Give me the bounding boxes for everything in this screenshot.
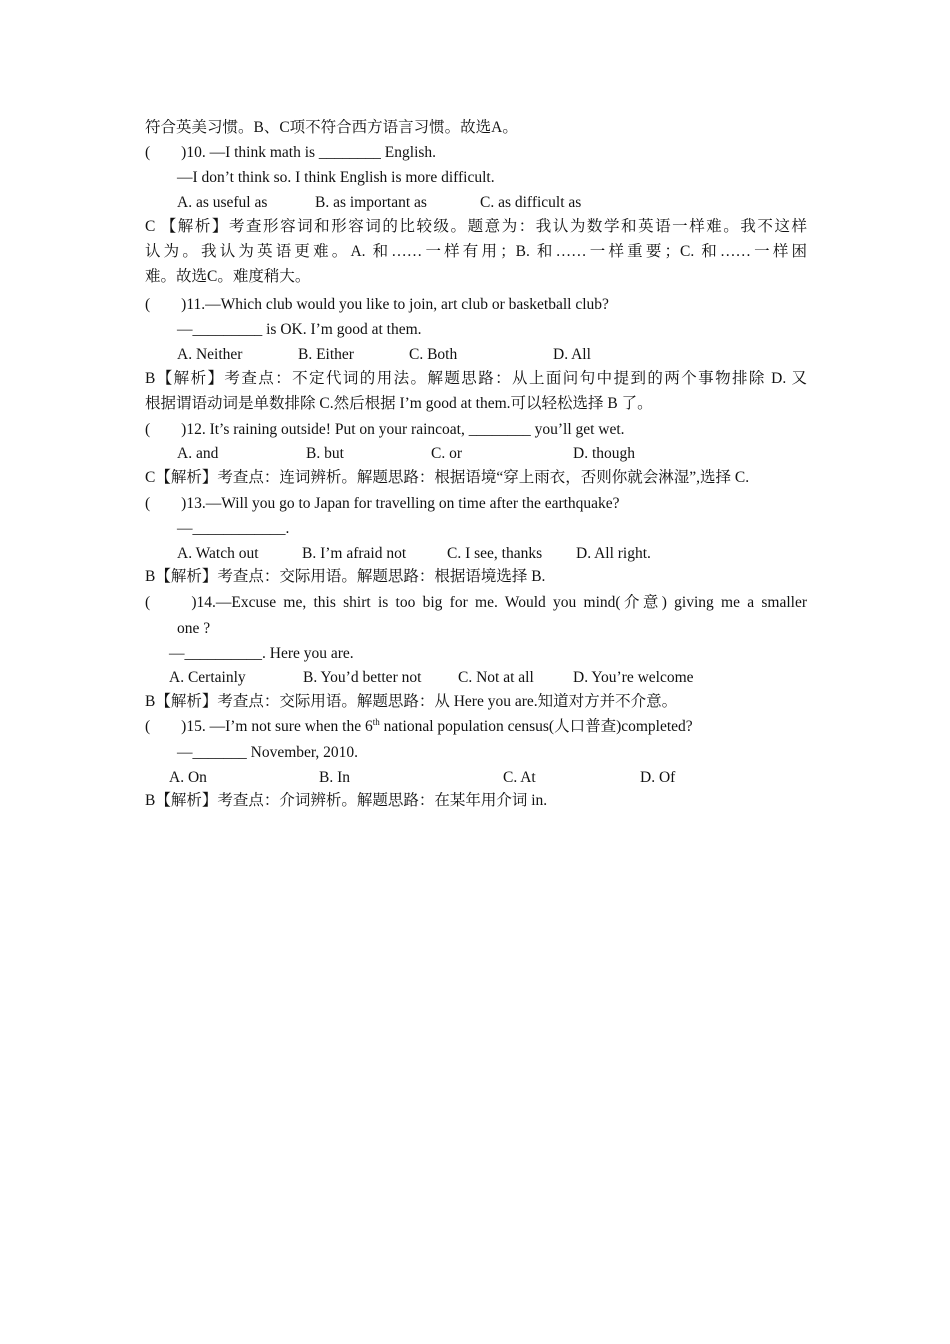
- superscript-th: th: [372, 716, 380, 727]
- option-15-b: B. In: [319, 769, 350, 786]
- question-11: ( )11.—Which club would you like to join, art club or basketball club?: [145, 296, 609, 313]
- option-10-c: C. as difficult as: [480, 194, 582, 211]
- option-10-a: A. as useful as: [177, 194, 268, 211]
- option-15-c: C. At: [503, 769, 536, 786]
- question-line: —_________ is OK. I’m good at them.: [177, 321, 422, 338]
- question-12: ( )12. It’s raining outside! Put on your raincoat, ________ you’ll get wet.: [145, 421, 625, 438]
- question-line: —__________. Here you are.: [169, 645, 354, 662]
- option-12-b: B. but: [306, 445, 344, 462]
- option-13-d: D. All right.: [576, 545, 651, 562]
- option-15-a: A. On: [169, 769, 207, 786]
- explanation-line: B【解析】考查点：不定代词的用法。解题思路：从上面问句中提到的两个事物排除 D. 又: [145, 370, 807, 387]
- option-15-d: D. Of: [640, 769, 676, 786]
- option-10-b: B. as important as: [315, 194, 427, 211]
- explanation-line: 符合英美习惯。B、C项不符合西方语言习惯。故选A。: [145, 119, 518, 136]
- option-11-d: D. All: [553, 346, 591, 363]
- explanation-line: C 【解析】考查形容词和形容词的比较级。题意为：我认为数学和英语一样难。我不这样: [145, 218, 807, 235]
- explanation-line: B【解析】考查点：交际用语。解题思路：根据语境选择 B.: [145, 568, 546, 585]
- explanation-line: 难。故选C。难度稍大。: [145, 268, 311, 285]
- option-14-d: D. You’re welcome: [573, 669, 694, 686]
- question-line: —____________.: [177, 520, 290, 537]
- option-13-b: B. I’m afraid not: [302, 545, 407, 562]
- explanation-line: 根据谓语动词是单数排除 C.然后根据 I’m good at them.可以轻松选择 B 了。: [145, 395, 653, 412]
- question-10: ( )10. —I think math is ________ English.: [145, 144, 437, 161]
- question-text: national population census(人口普查)completed?: [379, 718, 693, 735]
- option-14-c: C. Not at all: [458, 669, 534, 686]
- option-12-a: A. and: [177, 445, 219, 462]
- option-14-b: B. You’d better not: [303, 669, 422, 686]
- question-line: —_______ November, 2010.: [177, 744, 359, 761]
- option-11-b: B. Either: [298, 346, 354, 363]
- option-12-c: C. or: [431, 445, 462, 462]
- option-11-c: C. Both: [409, 346, 458, 363]
- explanation-line: 认为。我认为英语更难。A. 和……一样有用；B. 和……一样重要；C. 和……一样困: [145, 243, 807, 260]
- option-13-a: A. Watch out: [177, 545, 259, 562]
- option-11-a: A. Neither: [177, 346, 243, 363]
- question-line: —I don’t think so. I think English is more difficult.: [177, 169, 495, 186]
- question-14: ( )14.—Excuse me, this shirt is too big for me. Would you mind(介意) giving me a smaller: [145, 594, 807, 611]
- option-12-d: D. though: [573, 445, 635, 462]
- question-text: ( )15. —I’m not sure when the 6: [145, 718, 373, 735]
- question-15: [145, 717, 693, 737]
- question-13: ( )13.—Will you go to Japan for travelling on time after the earthquake?: [145, 495, 620, 512]
- explanation-line: C【解析】考查点：连词辨析。解题思路：根据语境“穿上雨衣，否则你就会淋湿”,选择 C.: [145, 469, 750, 486]
- explanation-line: B【解析】考查点：交际用语。解题思路：从 Here you are.知道对方并不介意。: [145, 693, 678, 710]
- question-line: one ?: [177, 620, 211, 637]
- option-14-a: A. Certainly: [169, 669, 246, 686]
- explanation-line: B【解析】考查点：介词辨析。解题思路：在某年用介词 in.: [145, 792, 548, 809]
- option-13-c: C. I see, thanks: [447, 545, 543, 562]
